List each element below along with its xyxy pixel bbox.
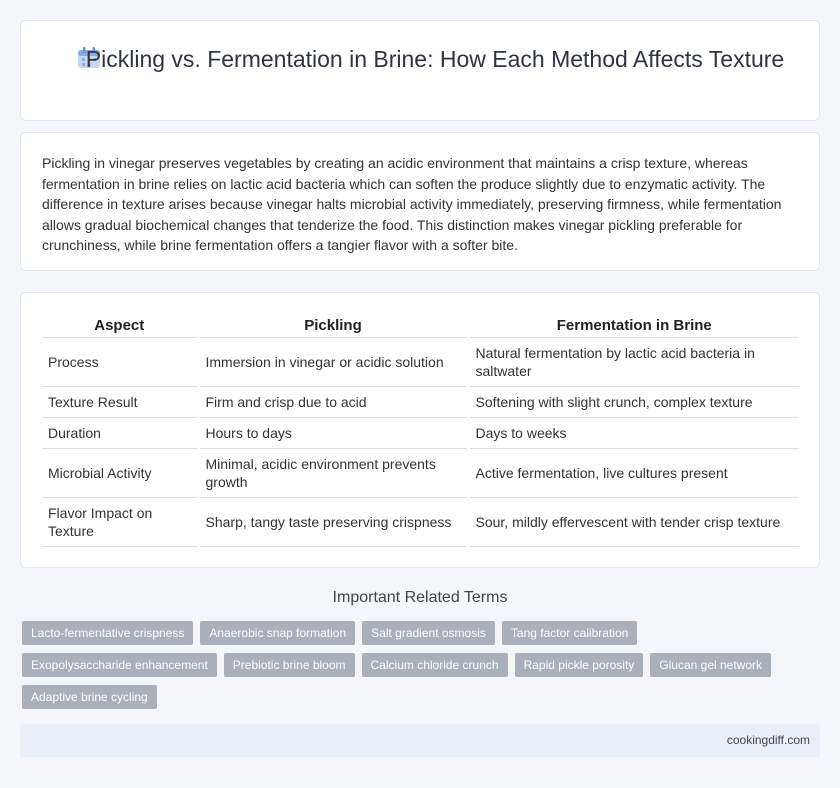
header-card — [20, 20, 820, 121]
related-term-tag[interactable]: Calcium chloride crunch — [362, 653, 508, 677]
comparison-table-card — [20, 292, 820, 568]
table-cell: Flavor Impact on Texture — [42, 497, 198, 546]
table-cell: Firm and crisp due to acid — [198, 386, 468, 417]
related-term-tag[interactable]: Tang factor calibration — [502, 621, 637, 645]
column-header-aspect: Aspect — [42, 315, 198, 337]
table-row — [42, 448, 799, 497]
intro-card — [20, 132, 820, 271]
table-row — [42, 386, 799, 417]
table-cell: Microbial Activity — [42, 448, 198, 497]
table-cell: Sharp, tangy taste preserving crispness — [198, 497, 468, 546]
related-term-tag[interactable]: Exopolysaccharide enhancement — [22, 653, 217, 677]
table-cell: Softening with slight crunch, complex texture — [468, 386, 799, 417]
column-header-fermentation: Fermentation in Brine — [468, 315, 799, 337]
table-cell: Hours to days — [198, 417, 468, 448]
table-cell: Texture Result — [42, 386, 198, 417]
table-cell: Immersion in vinegar or acidic solution — [198, 337, 468, 386]
table-row — [42, 417, 799, 448]
related-term-tag[interactable]: Salt gradient osmosis — [362, 621, 495, 645]
intro-paragraph: Pickling in vinegar preserves vegetables by creating an acidic environment that maintains a crisp texture, whereas fermentation in brine relies on lactic acid bacteria which can soften the produce slightly due to enzymatic activity. The difference in texture arises because vinegar halts microbial activity immediately, preserving firmness, while fermentation allows gradual biochemical changes that tenderize the food. This distinction makes vinegar pickling preferable for crunchiness, while brine fermentation offers a tangier flavor with a softer bite. — [42, 155, 782, 253]
column-header-pickling: Pickling — [198, 315, 468, 337]
footer-site-link[interactable]: cookingdiff.com — [726, 733, 810, 747]
related-term-tag[interactable]: Prebiotic brine bloom — [224, 653, 355, 677]
table-row — [42, 337, 799, 386]
related-terms-title: Important Related Terms — [332, 589, 508, 606]
related-term-tag[interactable]: Adaptive brine cycling — [22, 685, 157, 709]
table-row — [42, 497, 799, 546]
related-term-tag[interactable]: Rapid pickle porosity — [515, 653, 644, 677]
table-cell: Duration — [42, 417, 198, 448]
table-cell: Sour, mildly effervescent with tender crisp texture — [468, 497, 799, 546]
footer — [20, 724, 820, 757]
table-cell: Minimal, acidic environment prevents growth — [198, 448, 468, 497]
related-term-tag[interactable]: Anaerobic snap formation — [200, 621, 355, 645]
related-terms-list — [22, 621, 802, 709]
comparison-table — [42, 315, 799, 547]
table-cell: Natural fermentation by lactic acid bacteria in saltwater — [468, 337, 799, 386]
table-cell: Days to weeks — [468, 417, 799, 448]
table-header-row — [42, 315, 799, 337]
page-title: Pickling vs. Fermentation in Brine: How Each Method Affects Texture — [85, 46, 785, 72]
related-term-tag[interactable]: Lacto-fermentative crispness — [22, 621, 193, 645]
related-term-tag[interactable]: Glucan gel network — [650, 653, 771, 677]
table-cell: Process — [42, 337, 198, 386]
table-cell: Active fermentation, live cultures present — [468, 448, 799, 497]
